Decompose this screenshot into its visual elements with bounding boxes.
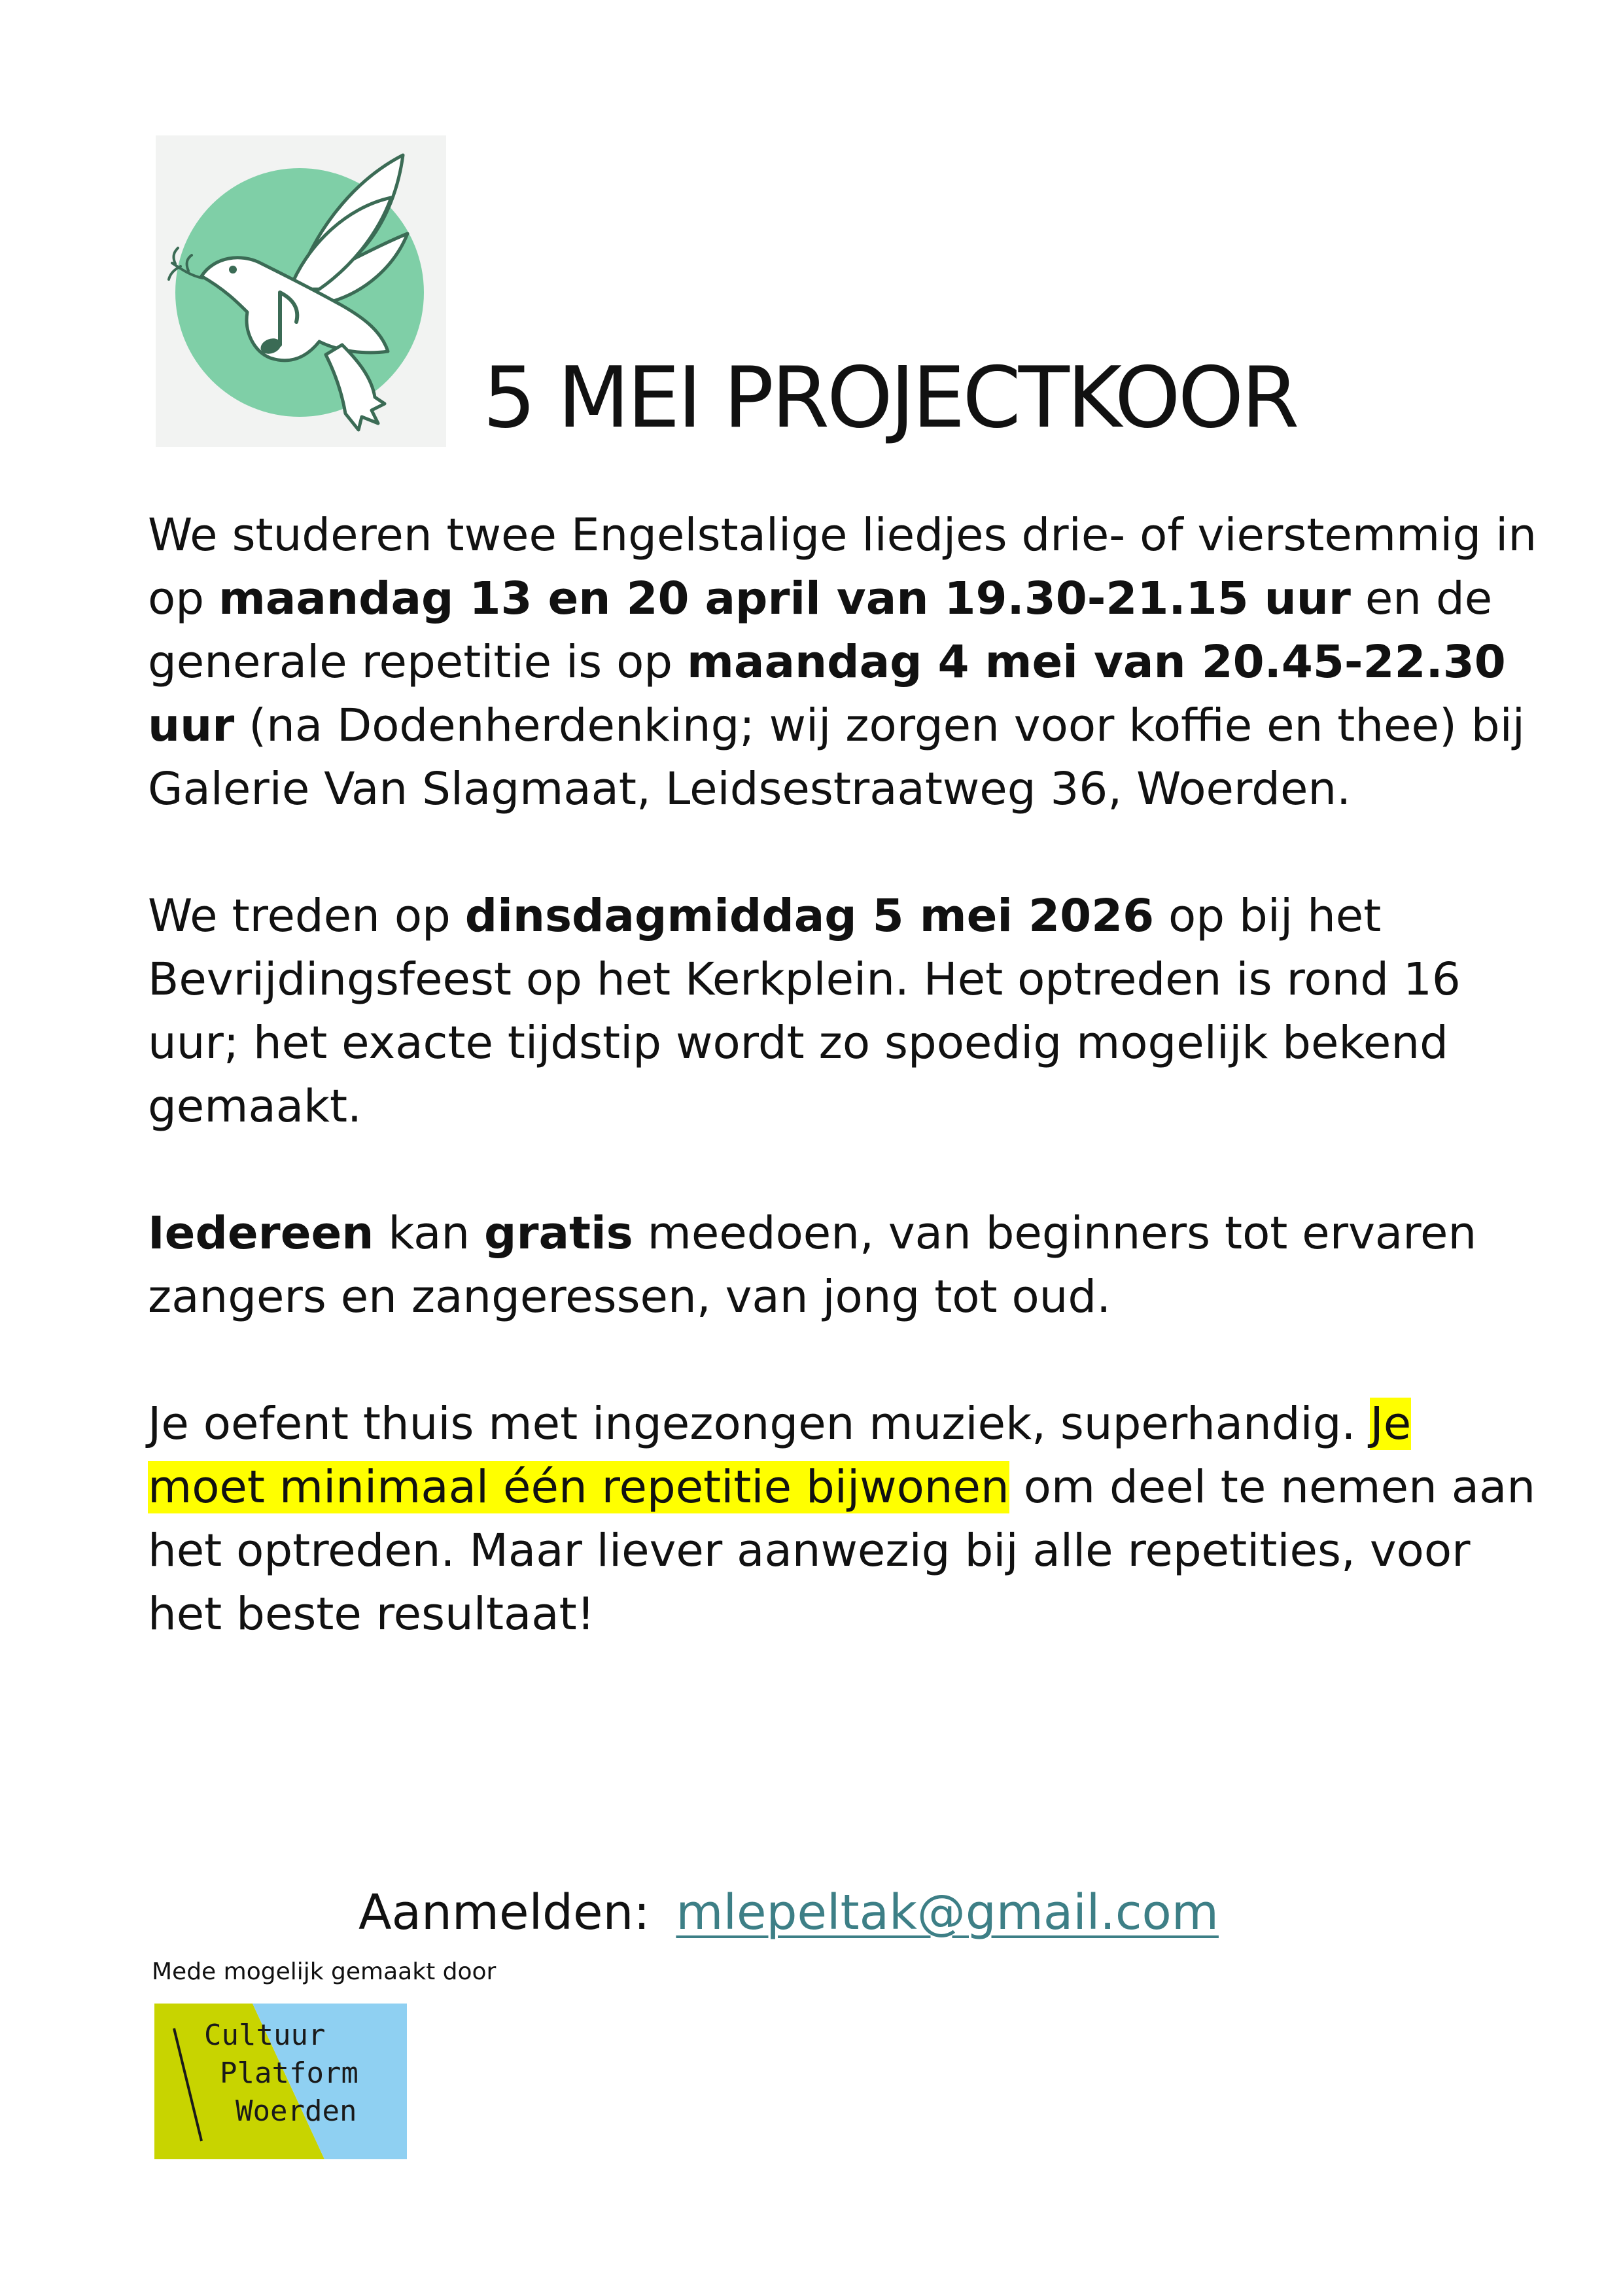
body-text (148, 504, 1541, 1646)
everyone-bold: Iedereen (148, 1207, 374, 1260)
text-span: om deel te nemen aan het optreden. Maar liever aanwezig bij alle repetities, voor het beste resultaat! (148, 1461, 1536, 1640)
dove-icon (156, 135, 446, 447)
cpw-line-2: Platform (220, 2057, 358, 2090)
paragraph-rehearsals (148, 504, 1541, 821)
signup-line (358, 1877, 1219, 1949)
text-span: We studeren twee Engelstalige liedjes drie- of vierstemmig in op (148, 509, 1537, 625)
performance-date: dinsdagmiddag 5 mei 2026 (464, 890, 1155, 942)
text-span: en de generale repetitie is op (148, 573, 1493, 688)
signup-email-link[interactable]: mlepeltak@gmail.com (676, 1884, 1219, 1941)
cpw-logo-text (154, 2004, 407, 2159)
credit-text: Mede mogelijk gemaakt door (152, 1958, 497, 1985)
highlighted-requirement: Je moet minimaal één repetitie bijwonen (148, 1398, 1412, 1513)
paragraph-everyone (148, 1202, 1541, 1329)
cpw-line-3: Woerden (236, 2094, 357, 2128)
dove-logo (156, 135, 446, 447)
page-title: 5 MEI PROJECTKOOR (483, 349, 1297, 447)
text-span: (na Dodenherdenking; wij zorgen voor koffie en thee) bij Galerie Van Slagmaat, Leidsestraatweg 36, Woerden. (148, 699, 1525, 815)
text-span: We treden op (148, 890, 465, 942)
rehearsal-dates: maandag 13 en 20 april van 19.30-21.15 uur (218, 573, 1351, 625)
cpw-line-1: Cultuur (204, 2019, 326, 2052)
paragraph-performance (148, 885, 1541, 1139)
paragraph-practice (148, 1392, 1541, 1646)
cultuur-platform-woerden-logo (154, 2004, 407, 2159)
text-span: op bij het Bevrijdingsfeest op het Kerkplein. Het optreden is rond 16 uur; het exacte tijdstip wordt zo spoedig mogelijk bekend gemaakt. (148, 890, 1461, 1133)
general-rehearsal-date: maandag 4 mei van 20.45-22.30 uur (148, 636, 1506, 752)
free-bold: gratis (484, 1207, 633, 1260)
text-span: meedoen, van beginners tot ervaren zangers en zangeressen, van jong tot oud. (148, 1207, 1477, 1323)
text-span: Je oefent thuis met ingezongen muziek, superhandig. (148, 1398, 1370, 1450)
text-span: kan (374, 1207, 485, 1260)
signup-label: Aanmelden: (358, 1884, 650, 1941)
